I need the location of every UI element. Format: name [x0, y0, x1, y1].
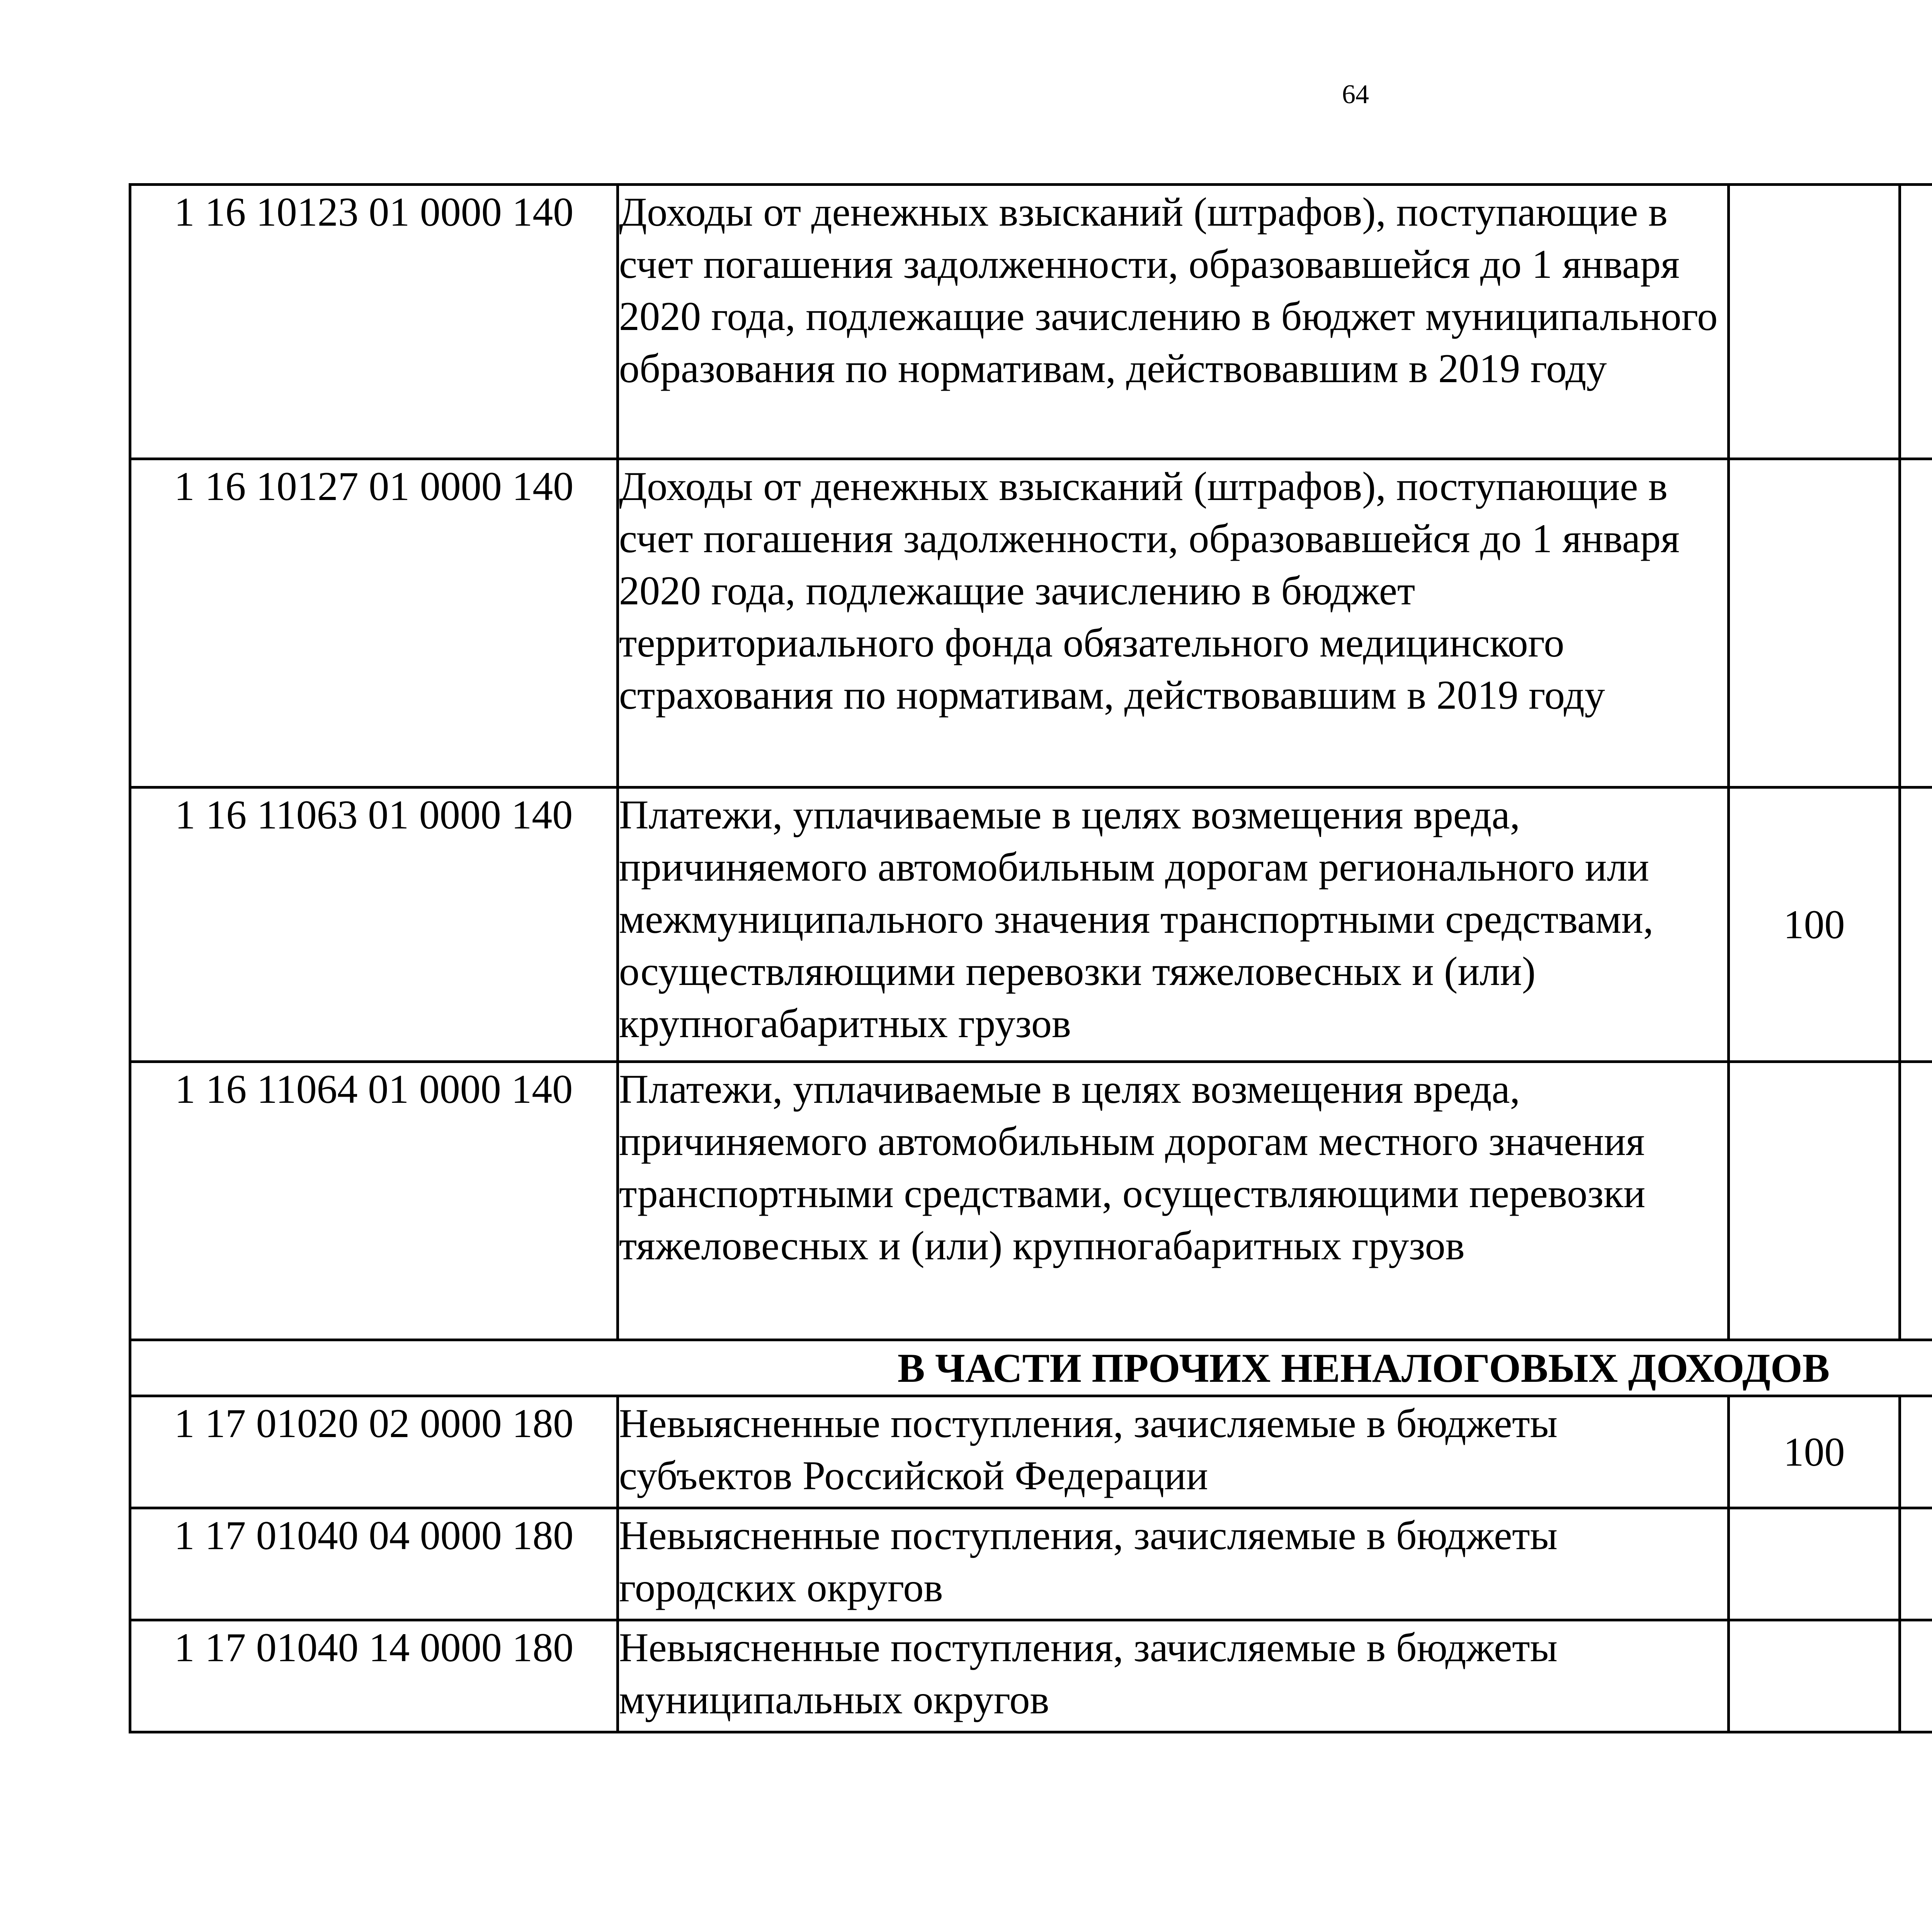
value-cell [1900, 1620, 1932, 1732]
value-cell [1729, 1508, 1900, 1620]
description-cell: Невыясненные поступления, зачисляемые в бюджеты муниципальных округов [618, 1620, 1729, 1732]
table-row [130, 1396, 1932, 1508]
page-number: 64 [1342, 80, 1369, 109]
table-row [130, 1062, 1932, 1340]
table-row [130, 788, 1932, 1062]
value-cell [1729, 1620, 1900, 1732]
value-cell [1729, 185, 1900, 459]
value-cell [1900, 1396, 1932, 1508]
value-cell [1729, 459, 1900, 788]
value-cell [1900, 185, 1932, 459]
table-row [130, 185, 1932, 459]
budget-code-cell: 1 17 01040 04 0000 180 [130, 1508, 618, 1620]
value-cell: 100 [1729, 1396, 1900, 1508]
section-header-row [130, 1340, 1932, 1396]
budget-code-cell: 1 17 01040 14 0000 180 [130, 1620, 618, 1732]
revenue-distribution-table [129, 183, 1932, 1733]
description-cell: Платежи, уплачиваемые в целях возмещения вреда, причиняемого автомобильным дорогам местного значения транспортными средствами, осуществляющими перевозки тяжеловесных и (или) крупногабаритных грузов [618, 1062, 1729, 1340]
value-cell: 100 [1729, 788, 1900, 1062]
section-header: В ЧАСТИ ПРОЧИХ НЕНАЛОГОВЫХ ДОХОДОВ [130, 1340, 1932, 1396]
table-row [130, 459, 1932, 788]
budget-code-cell: 1 16 11064 01 0000 140 [130, 1062, 618, 1340]
value-cell [1900, 788, 1932, 1062]
value-cell [1900, 459, 1932, 788]
table-row [130, 1508, 1932, 1620]
description-cell: Доходы от денежных взысканий (штрафов), поступающие в счет погашения задолженности, образовавшейся до 1 января 2020 года, подлежащие зачислению в бюджет территориального фонда обязательного медицинского страхования по нормативам, действовавшим в 2019 году [618, 459, 1729, 788]
description-cell: Доходы от денежных взысканий (штрафов), поступающие в счет погашения задолженности, образовавшейся до 1 января 2020 года, подлежащие зачислению в бюджет муниципального образования по нормативам, действовавшим в 2019 году [618, 185, 1729, 459]
description-cell: Платежи, уплачиваемые в целях возмещения вреда, причиняемого автомобильным дорогам регионального или межмуниципального значения транспортными средствами, осуществляющими перевозки тяжеловесных и (или) крупногабаритных грузов [618, 788, 1729, 1062]
description-cell: Невыясненные поступления, зачисляемые в бюджеты субъектов Российской Федерации [618, 1396, 1729, 1508]
value-cell [1900, 1062, 1932, 1340]
value-cell [1729, 1062, 1900, 1340]
budget-code-cell: 1 17 01020 02 0000 180 [130, 1396, 618, 1508]
budget-code-cell: 1 16 10123 01 0000 140 [130, 185, 618, 459]
value-cell [1900, 1508, 1932, 1620]
budget-code-cell: 1 16 10127 01 0000 140 [130, 459, 618, 788]
table-row [130, 1620, 1932, 1732]
budget-code-cell: 1 16 11063 01 0000 140 [130, 788, 618, 1062]
description-cell: Невыясненные поступления, зачисляемые в бюджеты городских округов [618, 1508, 1729, 1620]
